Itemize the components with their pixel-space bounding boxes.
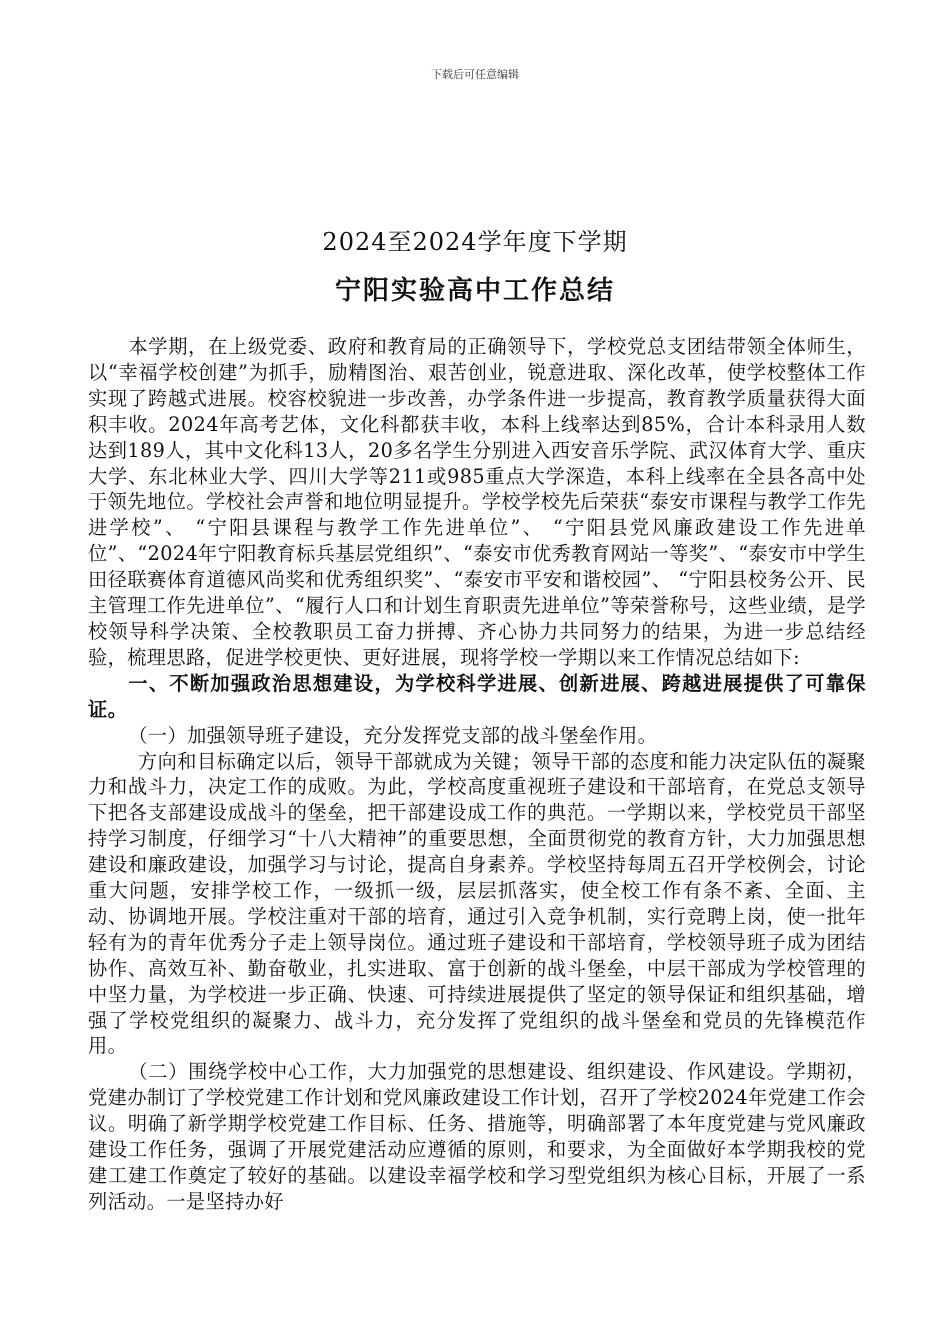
subsection-paragraph-2: （二）围绕学校中心工作，大力加强党的思想建设、组织建设、作风建设。学期初，党建办制订了学校党建工作计划和党风廉政建设工作计划，召开了学校2024年党建工作会议。明确了新学期学校党建工作目标、任务、措施等，明确部署了本年度党建与党风廉政建设工作任务，强调了开展党建活动应遵循的原则，和要求，为全面做好本学期我校的党建工建工作奠定了较好的基础。以建设幸福学校和学习型党组织为核心目标，开展了一系列活动。一是坚持办好 xyxy=(88,1060,866,1213)
document-title-term: 2024至2024学年度下学期 xyxy=(322,228,628,256)
subsection-heading-1: （一）加强领导班子建设，充分发挥党支部的战斗堡垒作用。 xyxy=(128,723,658,747)
document-body xyxy=(88,334,866,1215)
header-note: 下载后可任意编辑 xyxy=(431,68,519,81)
intro-paragraph: 本学期，在上级党委、政府和教育局的正确领导下，学校党总支团结带领全体师生，以“幸福学校创建”为抓手，励精图治、艰苦创业，锐意进取、深化改革，使学校整体工作实现了跨越式进展。校容校貌进一步改善，办学条件进一步提高，教育教学质量获得大面积丰收。2024年高考艺体，文化科都获丰收，本科上线率达到85%，合计本科录用人数达到189人，其中文化科13人，20多名学生分别进入西安音乐学院、武汉体育大学、重庆大学、东北林业大学、四川大学等211或985重点大学深造，本科上线率在全县各高中处于领先地位。学校社会声誉和地位明显提升。学校学校先后荣获“泰安市课程与教学工作先进学校”、 “宁阳县课程与教学工作先进单位”、 “宁阳县党风廉政建设工作先进单位”、“2024年宁阳教育标兵基层党组织”、“泰安市优秀教育网站一等奖”、“泰安市中学生田径联赛体育道德风尚奖和优秀组织奖”、“泰安市平安和谐校园”、 “宁阳县校务公开、民主管理工作先进单位”、“履行人口和计划生育职责先进单位”等荣誉称号，这些业绩，是学校领导科学决策、全校教职员工奋力拼搏、齐心协力共同努力的结果，为进一步总结经验，梳理思路，促进学校更快、更好进展，现将学校一学期以来工作情况总结如下: xyxy=(88,335,866,669)
section-heading-1: 一、不断加强政治思想建设，为学校科学进展、创新进展、跨越进展提供了可靠保证。 xyxy=(88,671,866,721)
document-title-main: 宁阳实验高中工作总结 xyxy=(334,276,615,306)
subsection-paragraph-1: 方向和目标确定以后，领导干部就成为关键；领导干部的态度和能力决定队伍的凝聚力和战斗力，决定工作的成败。为此，学校高度重视班子建设和干部培育，在党总支领导下把各支部建设成战斗的堡垒，把干部建设成工作的典范。一学期以来，学校党员干部坚持学习制度，仔细学习“十八大精神”的重要思想，全面贯彻党的教育方针，大力加强思想建设和廉政建设，加强学习与讨论，提高自身素养。学校坚持每周五召开学校例会，讨论重大问题，安排学校工作，一级抓一级，层层抓落实，使全校工作有条不紊、全面、主动、协调地开展。学校注重对干部的培育，通过引入竞争机制，实行竞聘上岗，使一批年轻有为的青年优秀分子走上领导岗位。通过班子建设和干部培育，学校领导班子成为团结协作、高效互补、勤奋敬业，扎实进取、富于创新的战斗堡垒，中层干部成为学校管理的中坚力量，为学校进一步正确、快速、可持续进展提供了坚定的领导保证和组织基础，增强了学校党组织的凝聚力、战斗力，充分发挥了党组织的战斗堡垒和党员的先锋模范作用。 xyxy=(88,749,866,1058)
